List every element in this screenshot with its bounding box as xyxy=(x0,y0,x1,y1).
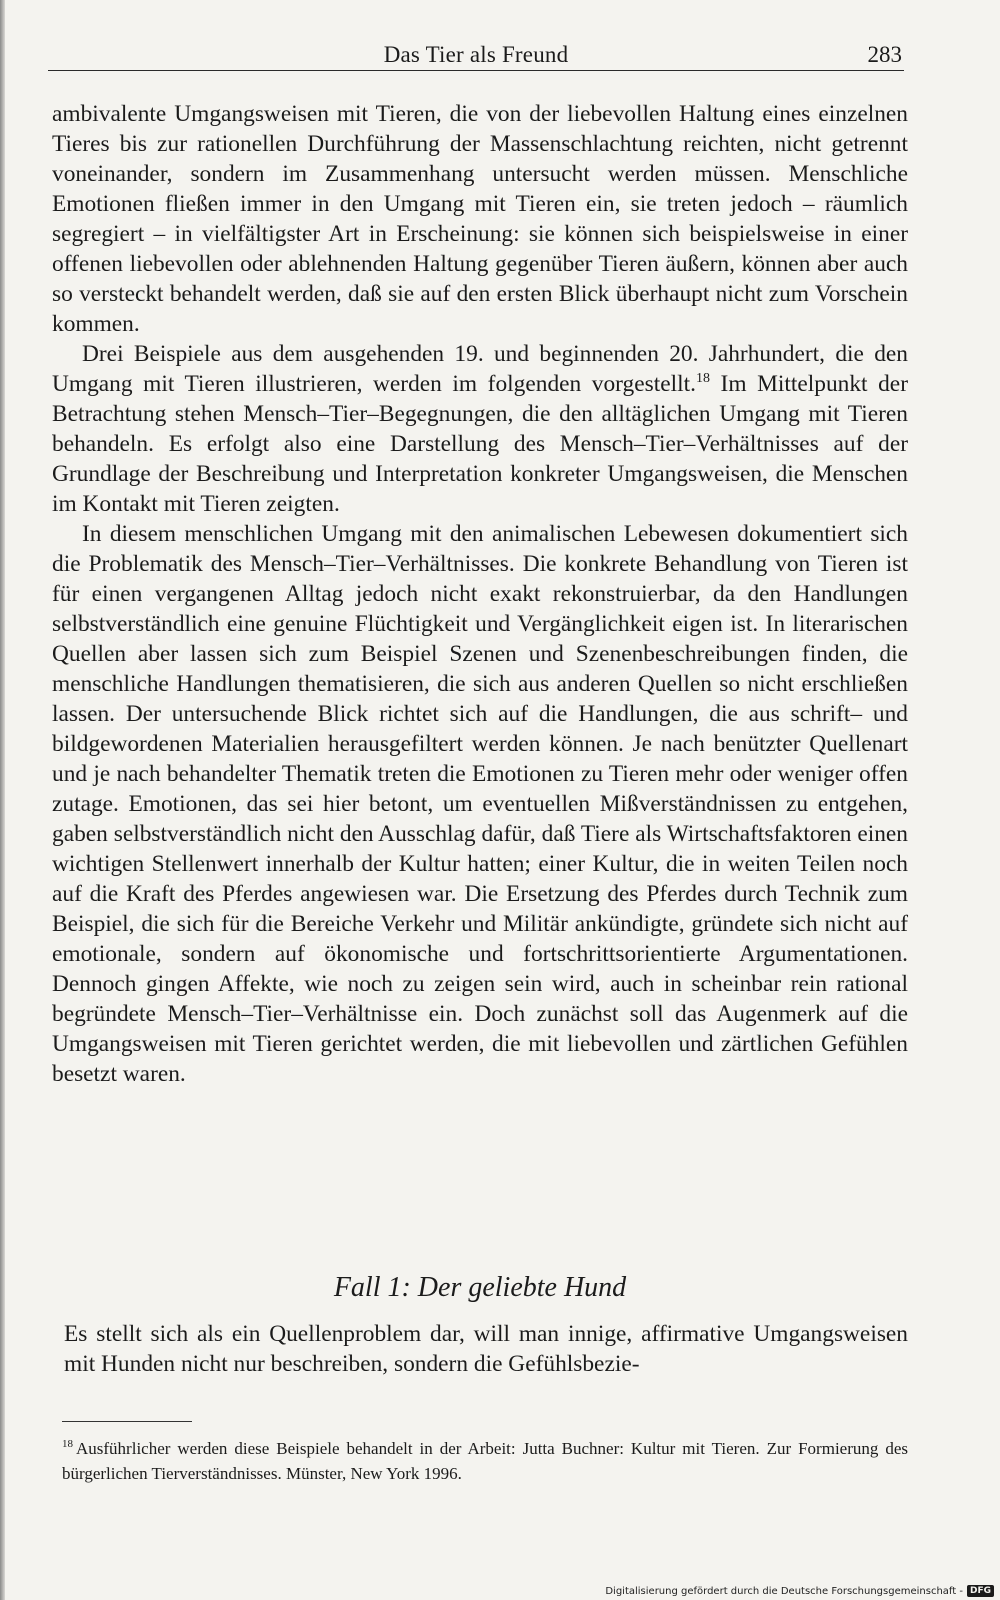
section-heading: Fall 1: Der geliebte Hund xyxy=(333,1272,627,1303)
footnote-divider xyxy=(62,1421,192,1422)
footnote xyxy=(62,1436,908,1486)
page-number: 283 xyxy=(867,42,902,67)
body-text xyxy=(52,99,908,1089)
paragraph-3: In diesem menschlichen Umgang mit den animalischen Lebewesen dokumentiert sich die Problematik des Mensch–Tier–Verhältnisses. Die konkrete Behandlung von Tieren ist für einen vergangenen Alltag jedoch nicht exakt rekonstruierbar, da den Handlungen selbstverständlich eine genuine Flüchtigkeit und Vergänglichkeit eigen ist. In literarischen Quellen aber lassen sich zum Beispiel Szenen und Szenenbeschreibungen finden, die menschliche Handlungen thematisieren, die sich aus anderen Quellen so nicht erschließen lassen. Der untersuchende Blick richtet sich auf die Handlungen, die aus schrift– und bildgewordenen Materialien herausgefiltert werden können. Je nach benützter Quellenart und je nach behandelter Thematik treten die Emotionen zu Tieren mehr oder weniger offen zutage. Emotionen, das sei hier betont, um eventuellen Mißverständnissen zu entgehen, gaben selbstverständlich nicht den Ausschlag dafür, daß Tiere als Wirtschaftsfaktoren einen wichtigen Stellenwert innerhalb der Kultur hatten; einer Kultur, die in weiten Teilen noch auf die Kraft des Pferdes angewiesen war. Die Ersetzung des Pferdes durch Technik zum Beispiel, die sich für die Bereiche Verkehr und Militär ankündigte, gründete sich nicht auf emotionale, sondern auf ökonomische und fortschrittsorientierte Argumentationen. Dennoch gingen Affekte, wie noch zu zeigen sein wird, auch in scheinbar rein rational begründete Mensch–Tier–Verhältnisse ein. Doch zunächst soll das Augenmerk auf die Umgangsweisen mit Tieren gerichtet werden, die mit liebevollen und zärtlichen Gefühlen besetzt waren. xyxy=(52,521,908,1087)
footnote-mark: 18 xyxy=(62,1438,73,1451)
paragraph-2 xyxy=(52,339,908,519)
digitization-credit xyxy=(605,1585,994,1597)
footnote-reference[interactable]: 18 xyxy=(695,371,710,387)
credit-text: Digitalisierung gefördert durch die Deutsche Forschungsgemeinschaft - xyxy=(605,1585,963,1597)
page-edge-shadow xyxy=(0,0,5,1600)
paragraph-2-part-a: Drei Beispiele aus dem ausgehenden 19. und beginnenden 20. Jahrhundert, die den Umgang mit Tieren illustrieren, werden im folgenden vorgestellt. xyxy=(52,341,908,397)
section-text xyxy=(64,1319,908,1379)
paragraph-2-part-b: Im Mittelpunkt der Betrachtung stehen Mensch–Tier–Begegnungen, die den alltäglichen Umgang mit Tieren behandeln. Es erfolgt also eine Darstellung des Mensch–Tier–Verhältnisses auf der Grundlage der Beschreibung und Interpretation konkreter Umgangsweisen, die Menschen im Kontakt mit Tieren zeigten. xyxy=(52,371,908,517)
paragraph-1: ambivalente Umgangsweisen mit Tieren, die von der liebevollen Haltung eines einzelnen Tieres bis zur rationellen Durchführung der Massenschlachtung reichten, nicht getrennt voneinander, sondern im Zusammenhang untersucht werden müssen. Menschliche Emotionen fließen immer in den Umgang mit Tieren ein, sie treten jedoch – räumlich segregiert – in vielfältigster Art in Erscheinung: sie können sich beispielsweise in einer offenen liebevollen oder ablehnenden Haltung gegenüber Tieren äußern, können aber auch so versteckt behandelt werden, daß sie auf den ersten Blick überhaupt nicht zum Vorschein kommen. xyxy=(52,101,908,337)
footnote-text: Ausführlicher werden diese Beispiele behandelt in der Arbeit: Jutta Buchner: Kultur mit Tieren. Zur Formierung des bürgerlichen Tierverständnisses. Münster, New York 1996. xyxy=(62,1439,908,1483)
dfg-logo: DFG xyxy=(967,1585,994,1597)
running-title: Das Tier als Freund xyxy=(383,42,569,67)
running-header xyxy=(48,40,904,71)
section-paragraph: Es stellt sich als ein Quellenproblem dar, will man innige, affirmative Umgangsweisen mit Hunden nicht nur beschreiben, sondern die Gefühlsbezie- xyxy=(64,1321,908,1377)
